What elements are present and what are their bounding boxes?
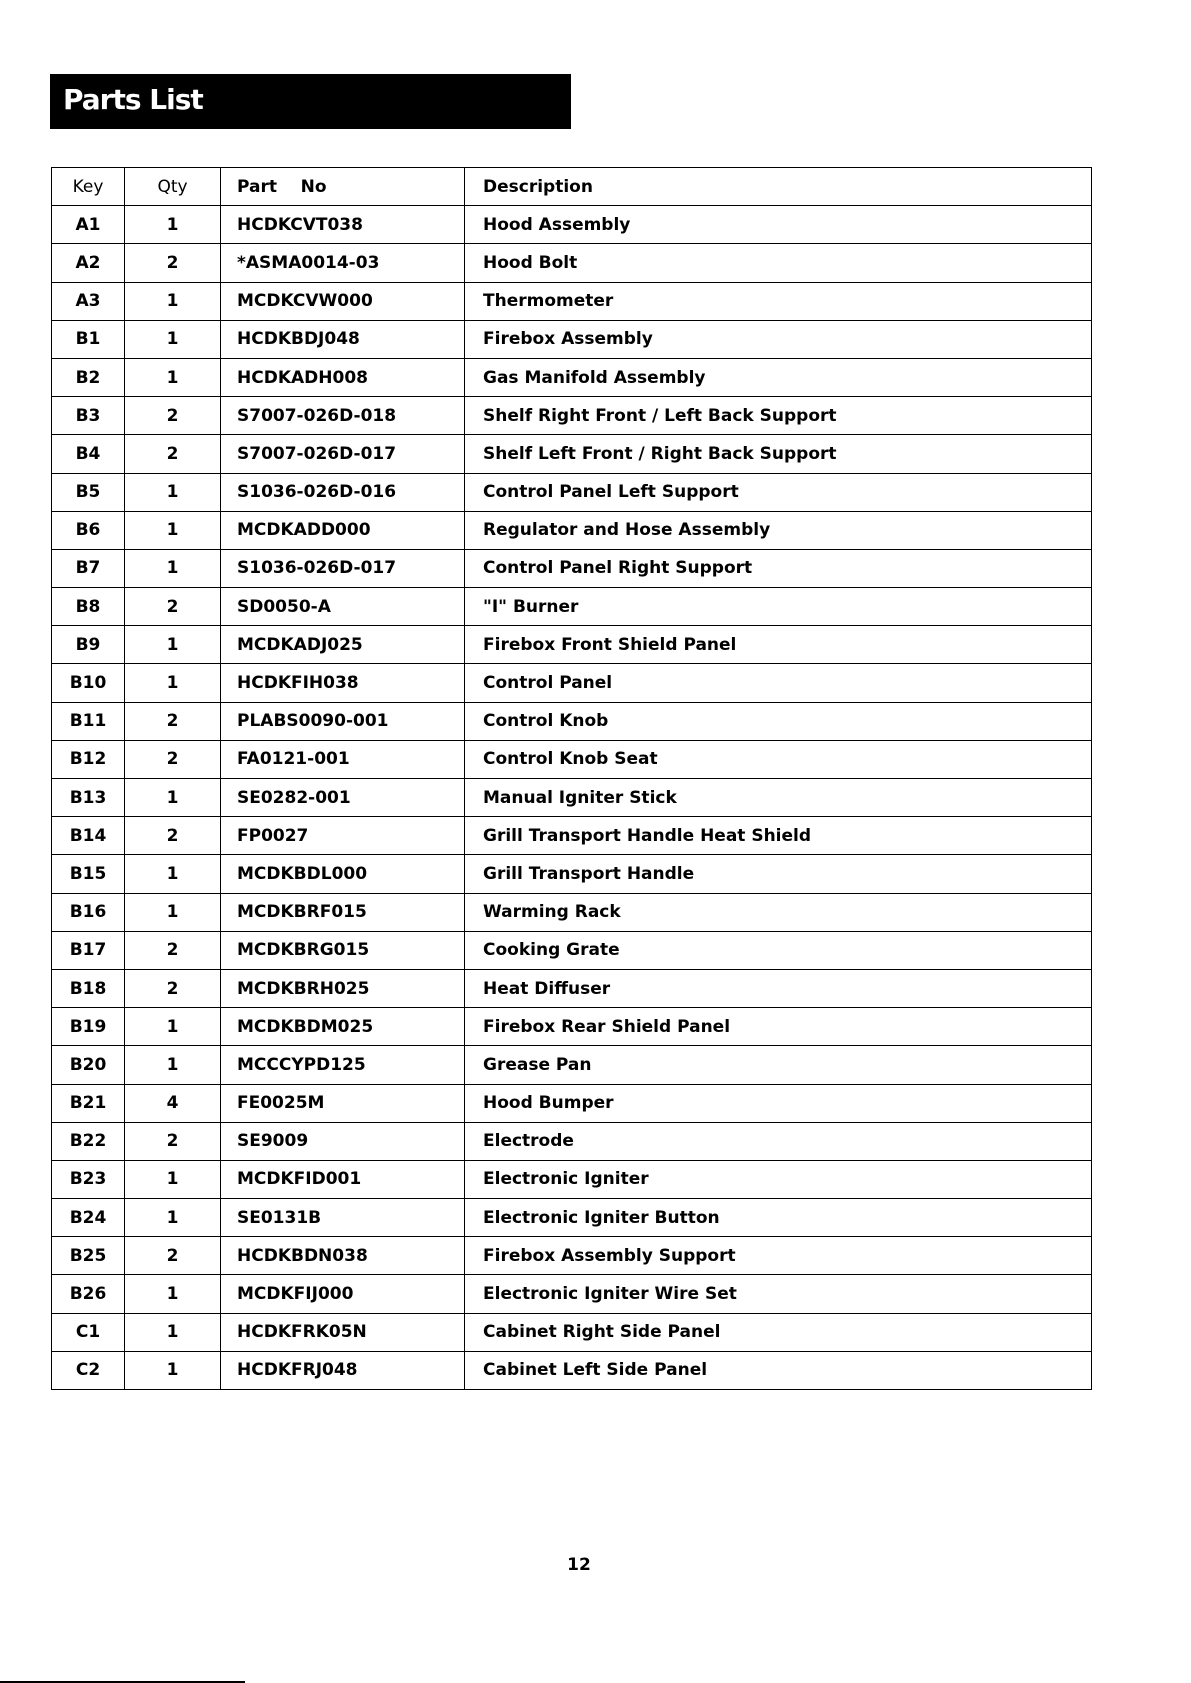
cell-key: B6 [52,511,125,549]
cell-description: Warming Rack [465,893,1092,931]
table-row [52,1351,1092,1389]
cell-qty: 1 [125,893,221,931]
cell-description: Firebox Assembly Support [465,1237,1092,1275]
cell-part-no: HCDKADH008 [221,358,465,396]
cell-key: B15 [52,855,125,893]
table-row [52,1046,1092,1084]
cell-description: Control Panel Right Support [465,549,1092,587]
cell-description: Control Panel [465,664,1092,702]
cell-qty: 2 [125,969,221,1007]
cell-qty: 2 [125,244,221,282]
table-row [52,1008,1092,1046]
cell-qty: 1 [125,664,221,702]
cell-key: B23 [52,1160,125,1198]
table-row [52,206,1092,244]
header-part-no: Part No [221,168,465,206]
cell-description: Firebox Assembly [465,320,1092,358]
cell-part-no: S1036-026D-017 [221,549,465,587]
cell-part-no: SE0131B [221,1199,465,1237]
cell-qty: 1 [125,320,221,358]
table-row [52,1199,1092,1237]
cell-description: Cabinet Left Side Panel [465,1351,1092,1389]
cell-key: B7 [52,549,125,587]
cell-key: B1 [52,320,125,358]
cell-qty: 1 [125,1275,221,1313]
table-row [52,549,1092,587]
cell-part-no: HCDKFIH038 [221,664,465,702]
cell-key: B24 [52,1199,125,1237]
cell-description: Electronic Igniter Wire Set [465,1275,1092,1313]
cell-part-no: S1036-026D-016 [221,473,465,511]
table-row [52,1313,1092,1351]
cell-description: Gas Manifold Assembly [465,358,1092,396]
cell-description: Hood Bumper [465,1084,1092,1122]
cell-description: Shelf Left Front / Right Back Support [465,435,1092,473]
cell-description: Shelf Right Front / Left Back Support [465,397,1092,435]
cell-part-no: S7007-026D-018 [221,397,465,435]
cell-key: B11 [52,702,125,740]
cell-description: Grease Pan [465,1046,1092,1084]
table-row [52,282,1092,320]
cell-description: Hood Assembly [465,206,1092,244]
cell-part-no: MCDKBRH025 [221,969,465,1007]
cell-part-no: MCDKFIJ000 [221,1275,465,1313]
cell-description: Control Panel Left Support [465,473,1092,511]
cell-qty: 2 [125,1122,221,1160]
table-row [52,969,1092,1007]
cell-description: Cooking Grate [465,931,1092,969]
header-key: Key [52,168,125,206]
cell-key: A2 [52,244,125,282]
cell-part-no: HCDKCVT038 [221,206,465,244]
cell-key: B12 [52,740,125,778]
table-row [52,1237,1092,1275]
cell-part-no: MCCCYPD125 [221,1046,465,1084]
cell-part-no: SE0282-001 [221,779,465,817]
cell-key: B3 [52,397,125,435]
cell-key: B25 [52,1237,125,1275]
header-description: Description [465,168,1092,206]
cell-qty: 1 [125,626,221,664]
cell-key: B8 [52,588,125,626]
cell-qty: 1 [125,1008,221,1046]
table-row [52,702,1092,740]
cell-description: Control Knob [465,702,1092,740]
cell-key: B22 [52,1122,125,1160]
cell-qty: 1 [125,1313,221,1351]
cell-qty: 1 [125,473,221,511]
cell-key: B9 [52,626,125,664]
cell-key: B21 [52,1084,125,1122]
cell-key: B2 [52,358,125,396]
cell-description: Firebox Rear Shield Panel [465,1008,1092,1046]
table-row [52,1122,1092,1160]
cell-part-no: MCDKBRG015 [221,931,465,969]
table-row [52,817,1092,855]
cell-description: Control Knob Seat [465,740,1092,778]
cell-part-no: SD0050-A [221,588,465,626]
cell-description: Electrode [465,1122,1092,1160]
cell-description: Manual Igniter Stick [465,779,1092,817]
table-header-row [52,168,1092,206]
cell-key: A1 [52,206,125,244]
cell-qty: 1 [125,511,221,549]
cell-qty: 1 [125,358,221,396]
table-row [52,588,1092,626]
cell-part-no: MCDKADD000 [221,511,465,549]
cell-key: B26 [52,1275,125,1313]
cell-description: Firebox Front Shield Panel [465,626,1092,664]
page-title-bar [50,74,571,129]
cell-qty: 2 [125,588,221,626]
cell-key: B14 [52,817,125,855]
cell-qty: 2 [125,702,221,740]
table-row [52,358,1092,396]
cell-description: Heat Diffuser [465,969,1092,1007]
cell-description: Regulator and Hose Assembly [465,511,1092,549]
cell-qty: 2 [125,817,221,855]
table-row [52,1275,1092,1313]
table-row [52,626,1092,664]
cell-qty: 2 [125,1237,221,1275]
cell-description: Grill Transport Handle Heat Shield [465,817,1092,855]
header-qty: Qty [125,168,221,206]
cell-part-no: HCDKFRJ048 [221,1351,465,1389]
table-row [52,1084,1092,1122]
cell-description: Electronic Igniter Button [465,1199,1092,1237]
table-row [52,244,1092,282]
table-row [52,511,1092,549]
cell-key: B17 [52,931,125,969]
cell-qty: 1 [125,1199,221,1237]
table-row [52,473,1092,511]
cell-description: Cabinet Right Side Panel [465,1313,1092,1351]
cell-part-no: FA0121-001 [221,740,465,778]
cell-qty: 1 [125,779,221,817]
cell-key: A3 [52,282,125,320]
cell-qty: 1 [125,549,221,587]
cell-description: Thermometer [465,282,1092,320]
cell-qty: 1 [125,1160,221,1198]
cell-part-no: HCDKBDJ048 [221,320,465,358]
cell-key: B10 [52,664,125,702]
cell-description: Hood Bolt [465,244,1092,282]
cell-qty: 4 [125,1084,221,1122]
table-row [52,664,1092,702]
page-number: 12 [567,1555,591,1575]
cell-part-no: MCDKBDM025 [221,1008,465,1046]
page-title: Parts List [63,83,203,116]
cell-part-no: HCDKBDN038 [221,1237,465,1275]
cell-qty: 2 [125,397,221,435]
cell-key: B19 [52,1008,125,1046]
table-row [52,931,1092,969]
cell-description: "I" Burner [465,588,1092,626]
cell-key: B20 [52,1046,125,1084]
cell-qty: 2 [125,435,221,473]
cell-part-no: MCDKADJ025 [221,626,465,664]
cell-key: B16 [52,893,125,931]
cell-qty: 2 [125,931,221,969]
cell-part-no: *ASMA0014-03 [221,244,465,282]
table-row [52,893,1092,931]
cell-part-no: MCDKBRF015 [221,893,465,931]
cell-key: B13 [52,779,125,817]
table-row [52,1160,1092,1198]
parts-table-body [52,206,1092,1390]
cell-part-no: MCDKFID001 [221,1160,465,1198]
parts-table [51,167,1092,1390]
cell-key: B18 [52,969,125,1007]
cell-description: Electronic Igniter [465,1160,1092,1198]
table-row [52,855,1092,893]
cell-qty: 1 [125,1351,221,1389]
table-row [52,779,1092,817]
cell-key: C1 [52,1313,125,1351]
cell-qty: 1 [125,206,221,244]
cell-qty: 1 [125,855,221,893]
cell-description: Grill Transport Handle [465,855,1092,893]
cell-part-no: S7007-026D-017 [221,435,465,473]
cell-part-no: HCDKFRK05N [221,1313,465,1351]
cell-part-no: PLABS0090-001 [221,702,465,740]
cell-qty: 2 [125,740,221,778]
table-row [52,320,1092,358]
cell-part-no: SE9009 [221,1122,465,1160]
table-row [52,740,1092,778]
table-row [52,435,1092,473]
cell-part-no: FP0027 [221,817,465,855]
cell-key: B5 [52,473,125,511]
cell-key: B4 [52,435,125,473]
cell-qty: 1 [125,282,221,320]
cell-part-no: MCDKBDL000 [221,855,465,893]
cell-key: C2 [52,1351,125,1389]
cell-part-no: FE0025M [221,1084,465,1122]
cell-qty: 1 [125,1046,221,1084]
cell-part-no: MCDKCVW000 [221,282,465,320]
table-row [52,397,1092,435]
